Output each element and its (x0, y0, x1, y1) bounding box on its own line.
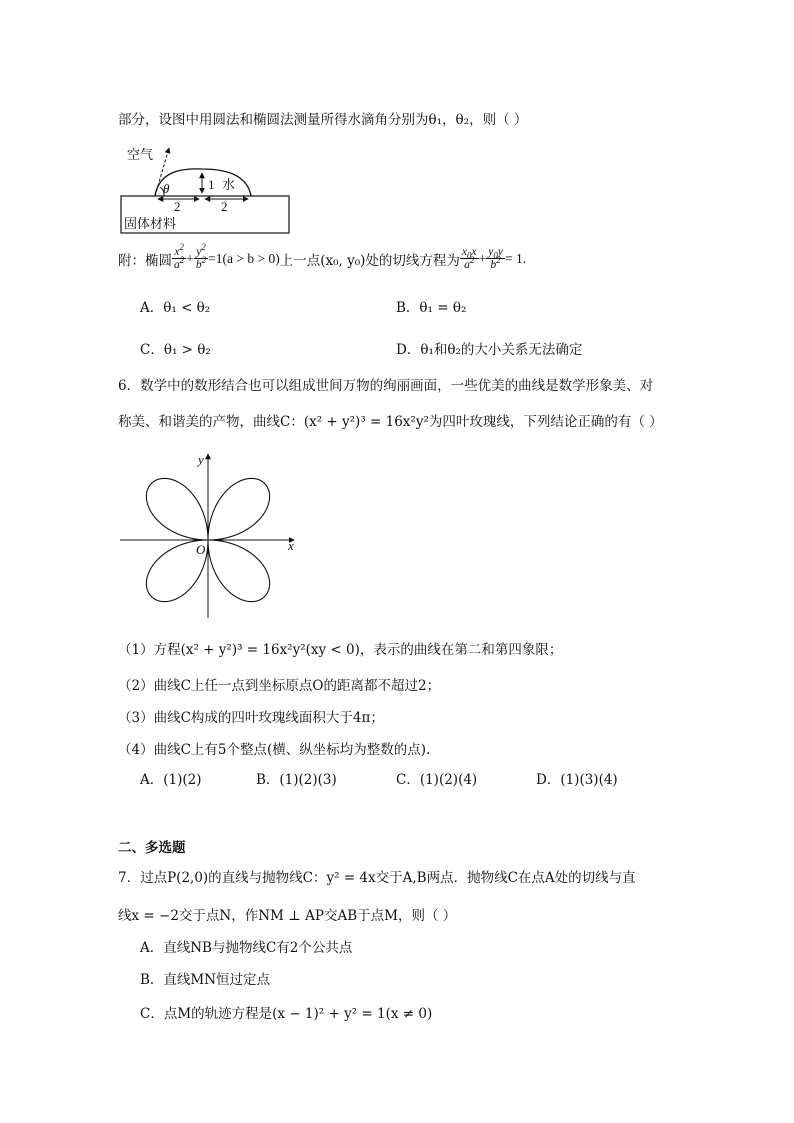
air-label: 空气 (127, 148, 154, 163)
q7-option-a[interactable]: A．直线NB与抛物线C有2个公共点 (140, 940, 353, 956)
q7-option-b[interactable]: B．直线MN恒过定点 (140, 972, 271, 988)
q6-option-a[interactable]: A．(1)(2) (140, 772, 202, 788)
y-label: y (198, 452, 204, 467)
q6-statement-1: （1）方程(x² + y²)³ = 16x²y²(xy < 0)，表示的曲线在第二和第四象限； (118, 642, 563, 658)
q7-line1: 7．过点P(2,0)的直线与抛物线C：y² = 4x交于A,B两点．抛物线C在点A处的切线与直 (118, 870, 636, 886)
water-label: 水 (222, 178, 236, 193)
q5-option-c[interactable]: C．θ₁ > θ₂ (140, 342, 211, 358)
section-heading: 二、多选题 (118, 840, 186, 856)
q6-option-d[interactable]: D．(1)(3)(4) (536, 772, 618, 788)
note-cond: =1(a > b > 0) (208, 250, 280, 266)
q6-statement-3: （3）曲线C构成的四叶玫瑰线面积大于4π； (118, 710, 384, 726)
x-label: x (288, 538, 294, 553)
frac-y2-b2: $\frac{y^2}{b^2}$ (195, 242, 207, 272)
q5-note: 附：椭圆 $\frac{x^2}{a^2}$ + $\frac{y^2}{b^2}$ =1(a > b > 0) 上一点(x₀, y₀)处的切线方程为 $\frac{x_0x}{a^2}$ + $\frac{y_0y}{b^2}$ = 1. (118, 242, 527, 272)
q6-statement-2: （2）曲线C上任一点到坐标原点O的距离都不超过2； (118, 678, 441, 694)
note-mid: 上一点(x₀, y₀)处的切线方程为 (279, 252, 460, 269)
q6-option-b[interactable]: B．(1)(2)(3) (256, 772, 337, 788)
theta-label: θ (163, 181, 170, 196)
q5-option-a[interactable]: A．θ₁ < θ₂ (140, 300, 211, 316)
frac-y0y-b2: $\frac{y_0y}{b^2}$ (488, 246, 503, 272)
right-width-label: 2 (221, 199, 228, 214)
droplet-arc (155, 169, 251, 196)
q6-statement-4: （4）曲线C上有5个整点(横、纵坐标均为整数的点). (118, 742, 431, 758)
note-prefix: 附：椭圆 (118, 252, 172, 269)
frac-x0x-a2: $\frac{x_0x}{a^2}$ (461, 246, 477, 272)
height-label: 1 (208, 177, 215, 192)
solid-label: 固体材料 (124, 217, 177, 232)
q5-option-d[interactable]: D．θ₁和θ₂的大小关系无法确定 (396, 342, 583, 358)
q6-line1: 6．数学中的数形结合也可以组成世间万物的绚丽画面，一些优美的曲线是数学形象美、对 (118, 378, 654, 394)
droplet-figure (118, 142, 298, 236)
q6-line2: 称美、和谐美的产物，曲线C：(x² + y²)³ = 16x²y²为四叶玫瑰线，下列结论正确的有（ ） (118, 414, 663, 430)
note-eq: = 1. (504, 250, 527, 266)
rose-figure (118, 450, 308, 622)
frac-x2-a2: $\frac{x^2}{a^2}$ (174, 242, 185, 272)
q5-stem-tail: 部分，设图中用圆法和椭圆法测量所得水滴角分别为θ₁，θ₂，则（ ） (118, 112, 528, 128)
q6-option-c[interactable]: C．(1)(2)(4) (396, 772, 478, 788)
left-width-label: 2 (174, 199, 181, 214)
q5-option-b[interactable]: B．θ₁ = θ₂ (396, 300, 467, 316)
origin-label: O (196, 542, 206, 557)
q7-option-c[interactable]: C．点M的轨迹方程是(x − 1)² + y² = 1(x ≠ 0) (140, 1006, 433, 1022)
q7-line2: 线x = −2交于点N，作NM ⊥ AP交AB于点M，则（ ） (118, 908, 457, 924)
